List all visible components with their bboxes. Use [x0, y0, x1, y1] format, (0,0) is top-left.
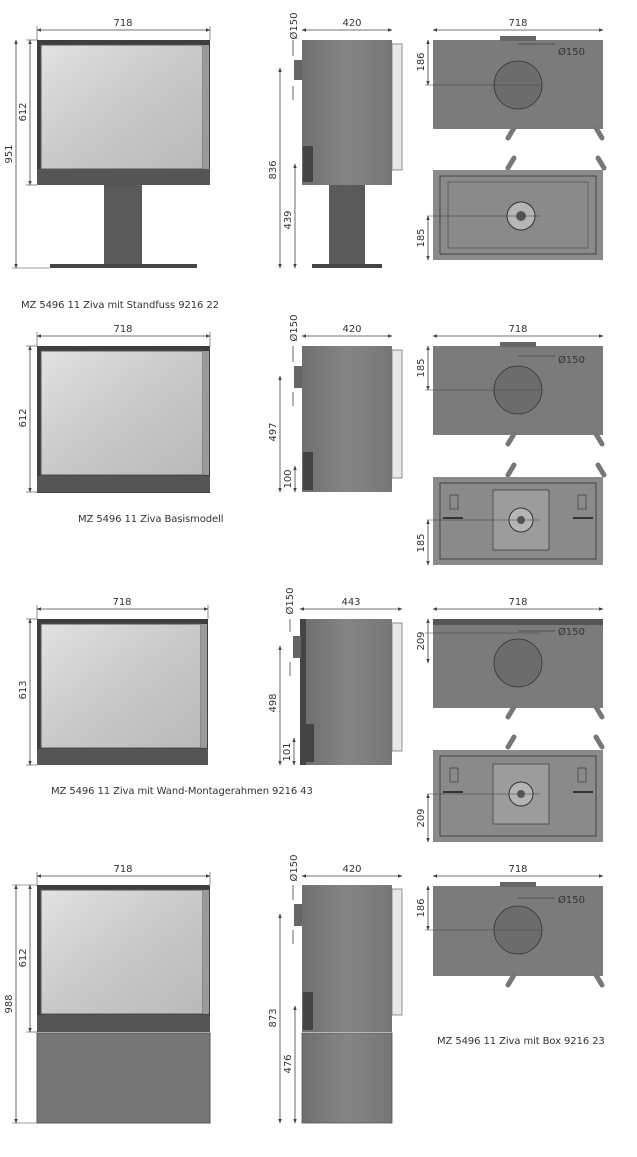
row-3-top-width-label: 718: [508, 597, 528, 608]
row-3-bottom-depth-label: 209: [416, 808, 427, 828]
row-1-top-depth-label: 186: [416, 52, 427, 72]
row-4-side-lower-label: 476: [283, 1054, 294, 1074]
row-4-top-view: [416, 864, 603, 985]
row-2-top-view: [416, 324, 603, 444]
row-3-front-width-label: 718: [112, 597, 132, 608]
row-1-top-view: [416, 18, 603, 138]
row-1-side-upper-label: 836: [268, 160, 279, 180]
row-3-top-view: [416, 597, 603, 717]
row-2-bottom-view: [416, 465, 604, 565]
row-4-front-total-label: 988: [4, 994, 15, 1014]
row-2-side-width-label: 420: [342, 324, 362, 335]
row-4-caption: MZ 5496 11 Ziva mit Box 9216 23: [437, 1036, 605, 1047]
row-4-front-width-label: 718: [113, 864, 133, 875]
row-2-top-depth-label: 185: [416, 358, 427, 378]
row-4-side-upper-label: 873: [268, 1008, 279, 1028]
row-2-side-lower-label: 100: [283, 469, 294, 489]
row-1-front-height-label: 612: [18, 102, 29, 122]
row-3-front-view: [18, 597, 208, 765]
row-1-side-width-label: 420: [342, 18, 362, 29]
row-2-front-width-label: 718: [113, 324, 133, 335]
row-1-front-total-label: 951: [4, 144, 15, 164]
row-3-side-width-label: 443: [341, 597, 361, 608]
row-4-side-view: [268, 855, 402, 1123]
row-1-caption: MZ 5496 11 Ziva mit Standfuss 9216 22: [21, 300, 219, 311]
row-4-front-height-label: 612: [18, 948, 29, 968]
row-1-bottom-depth-label: 185: [416, 228, 427, 248]
row-4-front-view: [4, 864, 210, 1123]
row-1-bottom-view: [416, 158, 604, 260]
row-1-side-lower-label: 439: [283, 210, 294, 230]
row-3-side-lower-label: 101: [282, 742, 293, 762]
row-1-top-width-label: 718: [508, 18, 528, 29]
row-3-top-flue-label: Ø150: [558, 627, 585, 638]
row-3-bottom-view: [416, 737, 603, 842]
row-2-basismodell: [18, 315, 604, 565]
row-2-side-view: [268, 315, 402, 492]
row-4-side-flue-label: Ø150: [289, 854, 300, 882]
row-4-top-depth-label: 186: [416, 898, 427, 918]
row-2-bottom-depth-label: 185: [416, 533, 427, 553]
row-1-front-view: [4, 18, 210, 268]
row-3-side-upper-label: 498: [268, 693, 279, 713]
row-2-side-flue-label: Ø150: [289, 314, 300, 342]
row-3-front-height-label: 613: [18, 680, 29, 700]
row-4-top-width-label: 718: [508, 864, 528, 875]
row-1-standfuss: [4, 13, 604, 268]
row-2-side-upper-label: 497: [268, 422, 279, 442]
row-1-side-view: [268, 13, 402, 268]
row-2-top-width-label: 718: [508, 324, 528, 335]
row-2-front-height-label: 612: [18, 408, 29, 428]
row-3-side-flue-label: Ø150: [285, 587, 296, 615]
row-3-side-view: [268, 588, 402, 765]
row-4-box: [4, 855, 603, 1123]
row-4-side-width-label: 420: [342, 864, 362, 875]
row-1-front-width-label: 718: [113, 18, 133, 29]
row-2-top-flue-label: Ø150: [558, 355, 585, 366]
row-3-wand-montagerahmen: [18, 588, 603, 842]
row-2-caption: MZ 5496 11 Ziva Basismodell: [78, 514, 224, 525]
row-1-top-flue-label: Ø150: [558, 47, 585, 58]
row-1-side-flue-label: Ø150: [289, 12, 300, 40]
row-2-front-view: [18, 324, 210, 493]
row-3-top-depth-label: 209: [416, 631, 427, 651]
row-3-caption: MZ 5496 11 Ziva mit Wand-Montagerahmen 9216 43: [51, 786, 313, 797]
row-4-top-flue-label: Ø150: [558, 895, 585, 906]
